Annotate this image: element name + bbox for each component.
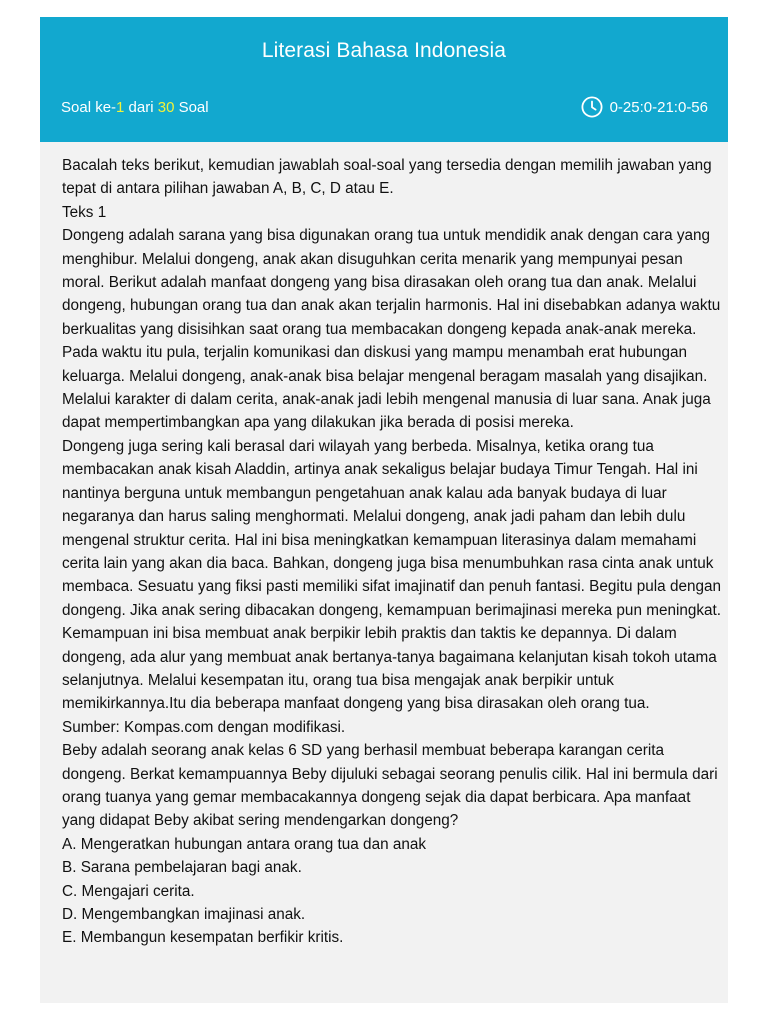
quiz-header: [40, 17, 728, 142]
page-title: Literasi Bahasa Indonesia: [261, 39, 507, 62]
counter-prefix: Soal ke-: [61, 99, 117, 116]
question-content: [62, 154, 722, 950]
total-questions-number: 30: [157, 99, 175, 116]
text-label: Teks 1: [62, 203, 107, 221]
answer-option-c[interactable]: C. Mengajari cerita.: [62, 882, 195, 900]
answer-option-b[interactable]: B. Sarana pembelajaran bagi anak.: [62, 859, 302, 877]
answer-option-e[interactable]: E. Membangun kesempatan berfikir kritis.: [62, 929, 344, 947]
source-text: Sumber: Kompas.com dengan modifikasi.: [62, 718, 346, 736]
timer-value: 0-25:0-21:0-56: [609, 98, 708, 116]
counter-suffix: Soal: [174, 99, 209, 116]
question-prompt: Beby adalah seorang anak kelas 6 SD yang berhasil membuat beberapa karangan cerita dongeng. Berkat kemampuannya Beby dijuluki sebagai seorang penulis cilik. Hal ini bermula dari orang tuanya yang gemar membacakannya dongeng sejak dia dapat berbicara. Apa manfaat yang didapat Beby akibat sering mendengarkan dongeng?: [62, 742, 718, 830]
clock-icon: [581, 96, 610, 118]
instruction-text: Bacalah teks berikut, kemudian jawablah soal-soal yang tersedia dengan memilih jawaban yang tepat di antara pilihan jawaban A, B, C, D atau E.: [62, 157, 712, 198]
current-question-number: 1: [116, 99, 125, 116]
passage-paragraph-2: Dongeng juga sering kali berasal dari wilayah yang berbeda. Misalnya, ketika orang tua membacakan anak kisah Aladdin, artinya anak sekaligus belajar budaya Timur Tengah. Hal ini nantinya berguna untuk membangun pengetahuan anak kalau ada banyak budaya di luar negaranya dan harus saling menghormati. Melalui dongeng, anak jadi paham dan lebih dulu mengenal struktur cerita. Hal ini bisa meningkatkan kemampuan literasinya dalam memahami cerita lain yang akan dia baca. Bahkan, dongeng juga bisa menumbuhkan rasa cinta anak untuk membaca. Sesuatu yang fiksi pasti memiliki sifat imajinatif dan penuh fantasi. Begitu pula dengan dongeng. Jika anak sering dibacakan dongeng, kemampuan berimajinasi mereka pun meningkat. Kemampuan ini bisa membuat anak berpikir lebih praktis dan taktis ke depannya. Di dalam dongeng, ada alur yang membuat anak bertanya-tanya bagaimana kelanjutan kisah tokoh utama selanjutnya. Melalui kesempatan itu, orang tua bisa mengajak anak berpikir untuk memikirkannya.Itu dia beberapa manfaat dongeng yang bisa dirasakan oleh orang tua.: [62, 437, 722, 713]
passage-paragraph-1: Dongeng adalah sarana yang bisa digunakan orang tua untuk mendidik anak dengan cara yang menghibur. Melalui dongeng, anak akan disuguhkan cerita menarik yang mempunyai pesan moral. Berikut adalah manfaat dongeng yang bisa dirasakan oleh orang tua dan anak. Melalui dongeng, hubungan orang tua dan anak akan terjalin harmonis. Hal ini disebabkan adanya waktu berkualitas yang disisihkan saat orang tua membacakan dongeng kepada anak-anak mereka. Pada waktu itu pula, terjalin komunikasi dan diskusi yang mampu menambah erat hubungan keluarga. Melalui dongeng, anak-anak bisa belajar mengenal beragam masalah yang disajikan. Melalui karakter di dalam cerita, anak-anak jadi lebih mengenal manusia di luar sana. Anak juga dapat mempertimbangkan apa yang dilakukan jika berada di posisi mereka.: [62, 227, 721, 432]
countdown-timer: [581, 95, 708, 119]
counter-middle: dari: [124, 99, 158, 116]
answer-options: [62, 833, 722, 950]
quiz-card: [40, 17, 728, 1003]
question-counter: [61, 99, 209, 116]
answer-option-d[interactable]: D. Mengembangkan imajinasi anak.: [62, 906, 306, 923]
answer-option-a[interactable]: A. Mengeratkan hubungan antara orang tua dan anak: [62, 835, 427, 853]
